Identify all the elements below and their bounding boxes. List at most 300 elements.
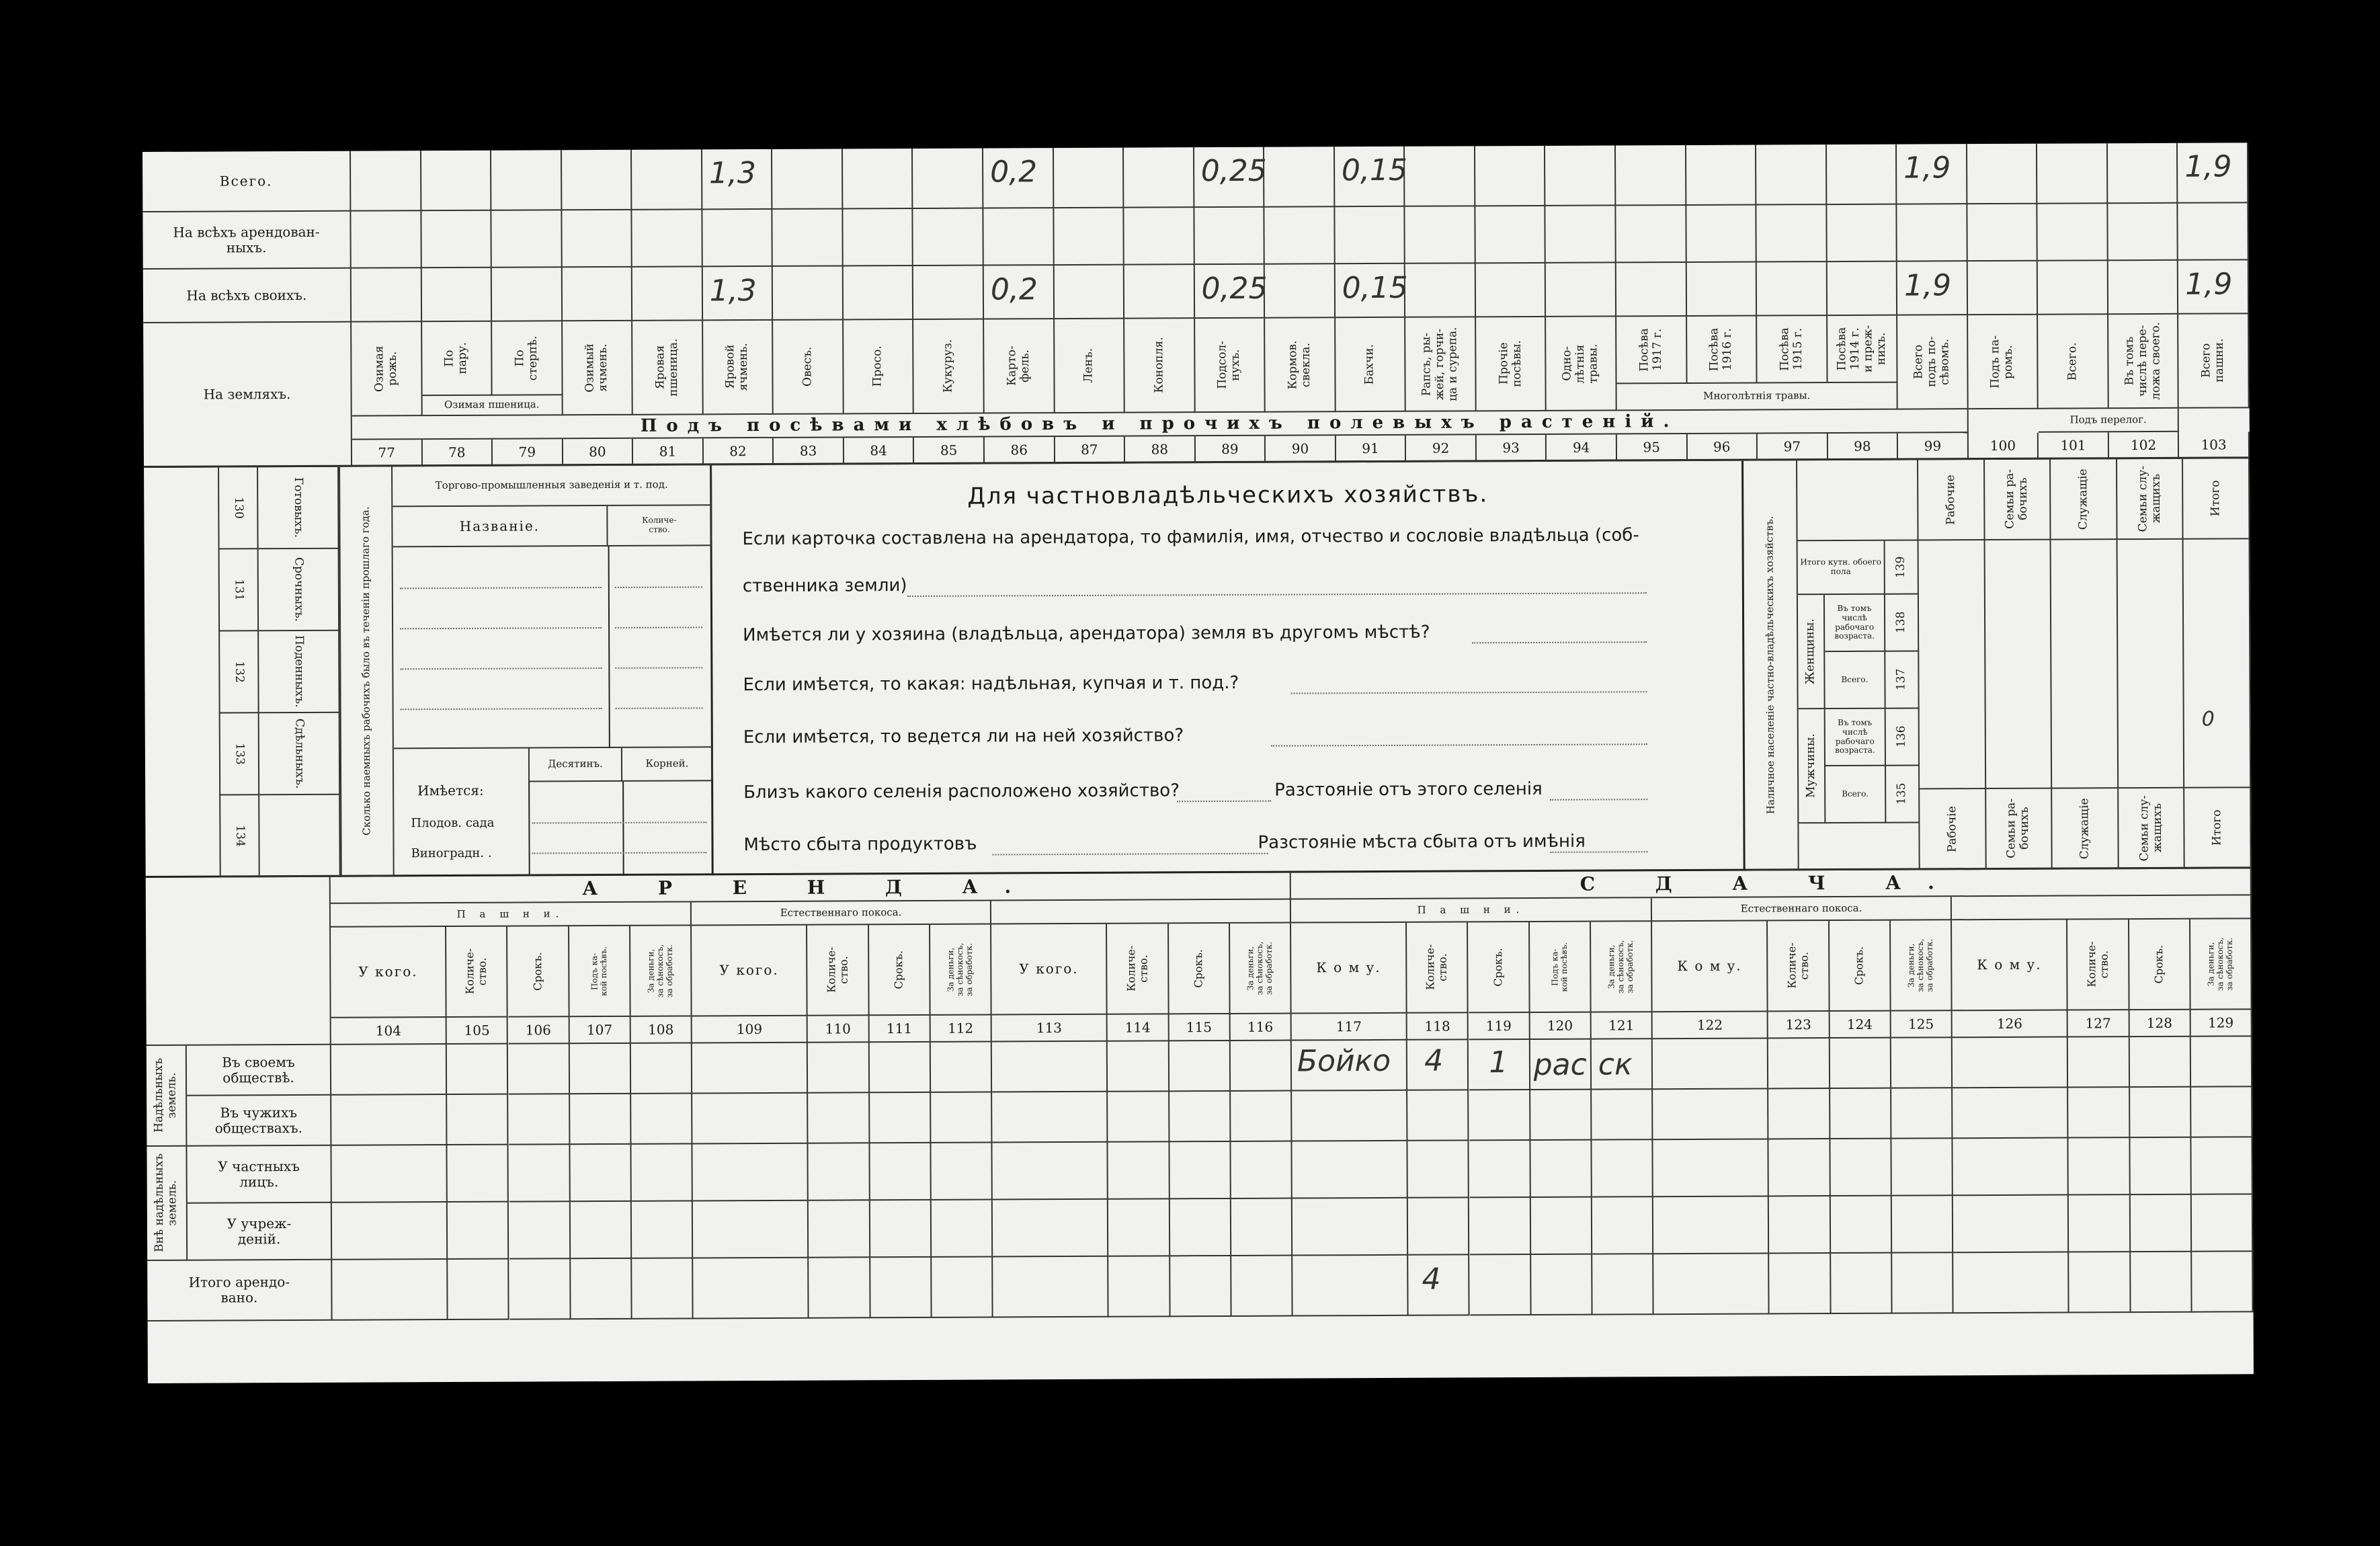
lease-cell-r5-127 (2069, 1252, 2131, 1313)
top-cell-vsego-97 (1756, 145, 1827, 205)
hw-svoih-13: 0,25 (1201, 271, 1268, 307)
lease-col-header-113: У кого. (991, 924, 1108, 1016)
top-cell-vsego-86 (983, 148, 1054, 208)
pop-zhen-vsego: Всего. (1825, 652, 1885, 709)
pop-num-137: 137 (1885, 651, 1919, 708)
top-cell-vsego-81 (632, 149, 702, 210)
ozimaya-pshenica: Озимая пшеница. (422, 395, 563, 416)
lease-col-header-120: Подъ ка- кой посѣвъ. (1530, 922, 1592, 1013)
top-col-label-98: Посѣва 1914 г. и преж- нихъ. (1828, 316, 1898, 383)
hired-workers-title: Сколько наемныхъ рабочихъ было въ теченіи прошлаго года. (339, 466, 395, 877)
top-col-num-97: 97 (1758, 434, 1828, 460)
workers-bottom-3: Семьи слу- жащихъ (2119, 788, 2185, 869)
top-col-num-80: 80 (563, 439, 634, 466)
lease-col-num-118: 118 (1407, 1013, 1469, 1040)
top-cell-vsego-92 (1405, 146, 1475, 206)
lease-col-num-121: 121 (1592, 1012, 1653, 1039)
trade-block (393, 465, 714, 877)
question-2: Имѣется ли у хозяина (владѣльца, арендатора) земля въ другомъ мѣстѣ? (743, 622, 1430, 646)
lease-cell-r3-111 (870, 1143, 932, 1201)
lease-cell-r3-126 (1953, 1139, 2069, 1196)
lease-cell-r3-128 (2130, 1138, 2192, 1195)
lease-col-header-104: У кого. (331, 927, 447, 1018)
pop-footer-blank (1799, 823, 1920, 870)
top-col-num-84: 84 (844, 438, 915, 464)
lease-cell-r1-120 (1530, 1040, 1592, 1090)
lease-cell-r5-112 (932, 1257, 993, 1317)
lease-cell-r2-104 (331, 1095, 448, 1146)
lease-col-num-112: 112 (930, 1015, 991, 1042)
lease-col-header-110: Количе- ство. (807, 925, 869, 1016)
top-cell-vsego-93 (1475, 146, 1546, 206)
top-cell-svoih-95 (1616, 263, 1687, 317)
pop-muzh-label: Мужчины. (1799, 709, 1826, 823)
lease-cell-r2-113 (992, 1092, 1108, 1143)
top-col-num-89: 89 (1196, 436, 1266, 463)
lease-cell-r1-127 (2068, 1037, 2130, 1088)
top-col-label-85: Кукуруз. (914, 320, 985, 414)
lease-cell-r4-115 (1170, 1199, 1231, 1256)
pop-header-blank (1797, 460, 1919, 541)
top-cell-svoih-86 (984, 266, 1055, 319)
lease-cell-r2-125 (1891, 1088, 1953, 1139)
lease-cell-r1-108 (631, 1043, 693, 1094)
lease-cell-r3-104 (331, 1145, 448, 1203)
lease-cell-r3-112 (931, 1143, 993, 1200)
top-cell-arend-100 (1967, 204, 2038, 261)
lease-cell-r4-110 (809, 1201, 870, 1258)
top-cell-vsego-103 (2178, 143, 2248, 203)
hired-label-131: Срочныхъ. (259, 549, 340, 632)
top-col-label-91: Бахчи. (1336, 318, 1406, 412)
top-cell-svoih-91 (1336, 264, 1406, 318)
lease-cell-r3-114 (1108, 1142, 1170, 1199)
top-cell-vsego-77 (351, 151, 421, 211)
lease-cell-r4-106 (509, 1202, 571, 1259)
lease-col-num-122: 122 (1653, 1012, 1768, 1039)
lease-cell-r3-105 (448, 1145, 509, 1203)
workers-body-0 (1919, 540, 1986, 789)
lease-cell-r3-122 (1653, 1139, 1770, 1197)
top-col-label-81: Яровая пшеница. (632, 321, 703, 415)
lease-row-label-1: Въ своемъ обществѣ. (187, 1045, 331, 1096)
top-col-label-95: Посѣва 1917 г. (1616, 317, 1687, 384)
lease-cell-r5-116 (1231, 1256, 1293, 1317)
hw-srok: 1 (1489, 1045, 1508, 1080)
pop-zhen-vtom: Въ томъ числѣ рабочаго возраста. (1825, 595, 1885, 652)
row-label-svoih: На всѣхъ своихъ. (143, 269, 352, 323)
lease-cell-r2-122 (1653, 1089, 1769, 1140)
lease-cell-r4-125 (1892, 1196, 1954, 1253)
lease-cell-r5-120 (1531, 1255, 1593, 1315)
lease-cell-r5-118 (1408, 1255, 1470, 1315)
top-cell-arend-103 (2178, 203, 2249, 260)
lease-col-num-105: 105 (447, 1018, 508, 1045)
top-cell-svoih-94 (1546, 263, 1616, 317)
lease-col-header-108: За деньги, за сѣнокосъ, за обработк. (630, 926, 692, 1016)
lease-col-header-107: Подъ ка- кой посѣвъ. (569, 926, 631, 1017)
top-col-num-82: 82 (704, 438, 774, 465)
pop-num-138: 138 (1885, 594, 1919, 651)
top-col-label-96: Посѣва 1916 г. (1687, 317, 1758, 384)
workers-bottom-2: Служащіе (2052, 788, 2119, 869)
lease-cell-r1-119 (1469, 1040, 1530, 1090)
arenda-blank (991, 900, 1291, 925)
lease-col-num-124: 124 (1830, 1012, 1891, 1039)
workers-body-3 (2117, 540, 2184, 788)
population-grid (1797, 460, 1920, 870)
lease-col-header-111: Срокъ. (869, 925, 931, 1016)
top-cell-svoih-80 (562, 268, 632, 321)
lease-col-header-118: Количе- ство. (1407, 922, 1469, 1013)
sdacha-estestv: Естественнаго покоса. (1652, 897, 1952, 922)
top-col-num-87: 87 (1055, 437, 1125, 464)
top-cell-vsego-83 (772, 149, 843, 209)
top-col-label-78: По пару. (422, 322, 493, 396)
lease-cell-r3-129 (2191, 1137, 2253, 1194)
lease-cell-r2-110 (809, 1093, 870, 1143)
lease-col-num-111: 111 (869, 1016, 930, 1043)
lease-cell-r4-119 (1469, 1198, 1531, 1255)
workers-top-4: Итого (2183, 458, 2250, 539)
hw-itogo: 4 (1422, 1262, 1441, 1297)
top-col-label-100: Подъ па- ромъ. (1968, 315, 2039, 409)
top-cell-arend-81 (632, 210, 703, 267)
hw-za: ск (1598, 1047, 1633, 1082)
top-col-label-102: Въ томъ числѣ пере- ложа своего. (2108, 315, 2179, 409)
lease-col-num-113: 113 (992, 1015, 1108, 1043)
lease-cell-r5-122 (1653, 1254, 1770, 1315)
lease-cell-r3-109 (693, 1144, 809, 1202)
plodov-label: Плодов. сада (411, 815, 495, 831)
mnogolet-travy: Многолѣтнія травы. (1617, 383, 1898, 411)
top-cell-svoih-85 (913, 266, 984, 320)
top-col-num-103: 103 (2179, 432, 2250, 458)
top-cell-svoih-78 (421, 268, 492, 322)
top-cell-vsego-85 (913, 149, 983, 209)
top-cell-svoih-81 (632, 267, 703, 321)
lease-cell-r1-117 (1292, 1041, 1408, 1092)
hired-label-130: Готовыхъ. (258, 467, 339, 550)
lease-col-header-123: Количе- ство. (1768, 921, 1830, 1012)
lease-cell-r3-113 (993, 1143, 1109, 1201)
top-cell-arend-93 (1475, 206, 1546, 263)
lease-col-header-127: Количе- ство. (2067, 920, 2129, 1010)
lease-cell-r2-129 (2191, 1087, 2253, 1137)
top-col-num-85: 85 (914, 438, 985, 464)
top-cell-svoih-93 (1476, 263, 1547, 317)
lease-row-itogo: Итого арендо- вано. (147, 1260, 332, 1321)
top-col-label-89: Подсол- нухъ. (1195, 319, 1266, 413)
lease-cell-r5-113 (993, 1257, 1109, 1318)
top-cell-vsego-102 (2108, 143, 2178, 204)
top-col-label-101: Всего. (2038, 315, 2108, 409)
lease-grid (146, 868, 2254, 1383)
lease-cell-r2-116 (1231, 1092, 1292, 1142)
hw-svoih-10: 0,2 (990, 272, 1038, 307)
lease-col-header-106: Срокъ. (508, 926, 570, 1017)
question-3: Если имѣется, то какая: надѣльная, купчая и т. под.? (743, 672, 1239, 696)
question-6a: Мѣсто сбыта продуктовъ (743, 833, 977, 856)
lease-cell-r1-113 (992, 1042, 1108, 1093)
top-cell-svoih-88 (1124, 265, 1195, 319)
top-col-label-93: Прочіе посѣвы. (1476, 317, 1547, 411)
top-cell-svoih-77 (352, 268, 422, 322)
lease-cell-r4-118 (1408, 1198, 1470, 1255)
hw-right-dot: 0 (2201, 707, 2215, 731)
top-cell-arend-95 (1616, 206, 1686, 263)
hired-label-133: Сдѣльныхъ. (259, 713, 341, 796)
top-col-num-77: 77 (352, 440, 423, 466)
top-cell-arend-92 (1405, 206, 1476, 263)
pop-zhen-label: Женщины. (1798, 595, 1825, 709)
pop-num-135: 135 (1886, 766, 1920, 823)
lease-cell-r1-104 (331, 1045, 448, 1096)
top-cell-vsego-88 (1124, 147, 1194, 208)
lease-col-num-125: 125 (1891, 1011, 1952, 1038)
group-vne: Внѣ надѣльныхъ земель. (147, 1147, 188, 1261)
top-cell-vsego-101 (2037, 143, 2108, 204)
lease-col-num-126: 126 (1953, 1011, 2068, 1039)
workers-top-1: Семьи ра- бочихъ (1985, 460, 2051, 540)
lease-cell-r2-127 (2068, 1088, 2130, 1138)
top-col-num-90: 90 (1266, 436, 1336, 462)
top-cell-arend-85 (913, 209, 984, 266)
lease-cell-r5-107 (571, 1259, 632, 1319)
lease-row-label-2: Въ чужихъ обществахъ. (187, 1096, 331, 1147)
lease-cell-r5-110 (809, 1258, 871, 1318)
trade-name-header: Названіе. (393, 506, 608, 547)
top-section (142, 143, 2250, 468)
lease-cell-r1-116 (1231, 1041, 1292, 1092)
lease-cell-r5-129 (2192, 1252, 2254, 1312)
lease-cell-r3-117 (1292, 1141, 1408, 1199)
workers-bottom-0: Рабочіе (1920, 789, 1986, 870)
lease-cell-r4-112 (932, 1200, 993, 1257)
hw-kolich: 4 (1424, 1043, 1444, 1078)
lease-col-header-128: Срокъ. (2129, 920, 2191, 1010)
lease-cell-r3-110 (809, 1143, 870, 1201)
lease-col-num-106: 106 (508, 1017, 569, 1044)
top-col-label-82: Яровой ячмень. (703, 321, 774, 415)
top-cell-arend-84 (843, 209, 913, 266)
lease-cell-r4-114 (1108, 1199, 1170, 1256)
lease-col-num-123: 123 (1768, 1012, 1830, 1039)
lease-col-header-112: За деньги, за сѣнокосъ, за обработк. (930, 924, 992, 1015)
imeetsya-label: Имѣется: (417, 782, 484, 799)
lease-cell-r4-104 (332, 1203, 448, 1260)
hired-num-134: 134 (219, 795, 260, 877)
lease-col-header-124: Срокъ. (1830, 921, 1891, 1012)
top-cell-arend-87 (1054, 208, 1124, 266)
lease-cell-r4-117 (1292, 1198, 1409, 1256)
lease-cell-r1-121 (1592, 1039, 1653, 1090)
lease-col-num-114: 114 (1108, 1014, 1169, 1041)
top-cell-vsego-94 (1545, 145, 1616, 206)
lease-cell-r4-122 (1653, 1196, 1770, 1254)
sdacha-pashni: П а ш н и. (1291, 898, 1652, 923)
top-columns-grid (351, 143, 2250, 466)
top-cell-arend-90 (1265, 207, 1336, 264)
lease-cell-r4-109 (693, 1201, 809, 1259)
lease-cell-r4-108 (632, 1201, 694, 1258)
hw-komu: Бойко (1297, 1043, 1391, 1079)
lease-cell-r1-111 (869, 1043, 931, 1093)
top-col-label-92: Рапсъ, ры- жей, горчи- ца и сурепа. (1405, 317, 1476, 411)
workers-bottom-1: Семьи ра- бочихъ (1986, 789, 2053, 870)
hw-vsego-13: 0,25 (1200, 153, 1267, 189)
lease-cell-r2-108 (631, 1094, 693, 1144)
lease-cell-r3-121 (1592, 1140, 1653, 1197)
lease-cell-r5-114 (1109, 1256, 1171, 1317)
top-cell-svoih-89 (1194, 265, 1268, 319)
lease-col-header-121: За деньги, за сѣнокосъ, за обработк. (1591, 922, 1653, 1012)
top-col-num-91: 91 (1336, 436, 1407, 462)
lease-cell-r4-128 (2130, 1195, 2192, 1252)
pop-num-139: 139 (1885, 540, 1919, 594)
lease-cell-r2-124 (1830, 1089, 1892, 1139)
lease-col-num-115: 115 (1169, 1014, 1230, 1041)
hired-label-132: Поденныхъ. (259, 631, 340, 714)
lease-cell-r2-115 (1170, 1092, 1231, 1142)
top-cell-svoih-99 (1897, 261, 1968, 315)
top-cell-svoih-92 (1405, 263, 1476, 317)
top-col-num-96: 96 (1687, 434, 1758, 461)
lease-col-header-114: Количе- ство. (1107, 924, 1169, 1014)
top-cell-svoih-83 (773, 266, 844, 320)
lease-cell-r2-121 (1592, 1090, 1653, 1140)
lease-cell-r4-120 (1531, 1198, 1593, 1255)
hired-num-130: 130 (218, 467, 259, 549)
lease-col-num-129: 129 (2190, 1010, 2252, 1036)
lease-cell-r5-119 (1470, 1255, 1532, 1315)
top-cell-arend-91 (1335, 207, 1405, 264)
middle-section (144, 458, 2252, 878)
lease-col-num-116: 116 (1230, 1014, 1291, 1041)
top-col-num-83: 83 (774, 438, 844, 464)
lease-header-blank (146, 877, 331, 1046)
lease-col-header-126: К о м у. (1952, 920, 2068, 1012)
top-cell-arend-80 (562, 210, 632, 268)
lease-row-label-4: У учреж- деній. (188, 1203, 332, 1261)
lease-cell-r4-107 (571, 1202, 632, 1259)
lease-cell-r1-128 (2129, 1037, 2191, 1088)
lease-cell-r2-118 (1407, 1090, 1469, 1141)
top-col-label-103: Всего пашни. (2179, 314, 2250, 408)
top-cell-vsego-90 (1264, 147, 1335, 207)
trade-rows (393, 546, 713, 749)
top-cell-arend-89 (1194, 208, 1265, 265)
top-cell-arend-101 (2038, 204, 2108, 261)
lease-cell-r2-106 (509, 1094, 571, 1145)
lease-cell-r5-104 (332, 1260, 448, 1321)
top-cell-svoih-103 (2178, 260, 2249, 314)
row-label-vsego: Всего. (142, 151, 351, 212)
lease-cell-r5-117 (1292, 1256, 1409, 1317)
top-cell-vsego-79 (491, 150, 562, 210)
top-cell-arend-78 (421, 211, 492, 268)
top-col-label-84: Просо. (844, 320, 914, 414)
arenda-pashni: П а ш н и. (331, 902, 692, 927)
lease-cell-r5-124 (1831, 1254, 1893, 1314)
lease-cell-r3-107 (570, 1145, 632, 1202)
lease-col-num-120: 120 (1530, 1013, 1591, 1040)
sdacha-blank (1952, 895, 2252, 920)
top-cell-arend-94 (1546, 206, 1616, 263)
lease-col-header-116: За деньги, за сѣнокосъ, за обработк. (1230, 924, 1292, 1014)
top-cell-arend-97 (1756, 205, 1827, 262)
top-col-label-79: По стерпѣ. (492, 321, 563, 395)
lease-cell-r4-123 (1769, 1196, 1831, 1254)
top-col-num-81: 81 (633, 438, 704, 465)
hired-num-133: 133 (219, 713, 260, 795)
lease-cell-r3-119 (1469, 1141, 1531, 1198)
top-cell-arend-99 (1897, 204, 1968, 261)
lease-cell-r4-127 (2069, 1195, 2131, 1252)
hired-num-132: 132 (218, 631, 259, 713)
lease-col-num-117: 117 (1292, 1014, 1407, 1041)
lease-col-header-105: Количе- ство. (446, 927, 508, 1018)
arenda-estestv: Естественнаго покоса. (692, 901, 991, 926)
top-col-label-88: Конопля. (1124, 319, 1195, 413)
lease-cell-r3-116 (1231, 1142, 1292, 1199)
lease-cell-r1-109 (692, 1043, 809, 1094)
top-cell-vsego-84 (843, 149, 913, 209)
top-cell-arend-96 (1686, 206, 1757, 263)
question-1a: Если карточка составлена на арендатора, то фамилія, имя, отчество и сословіе владѣльца (соб- (742, 525, 1639, 550)
workers-top-3: Семьи слу- жащихъ (2117, 459, 2184, 540)
lease-cell-r2-119 (1469, 1090, 1531, 1141)
hw-vsego-10: 0,2 (990, 155, 1038, 190)
lease-cell-r1-118 (1407, 1040, 1469, 1090)
lease-col-num-108: 108 (631, 1016, 692, 1043)
lease-cell-r1-115 (1169, 1041, 1231, 1092)
lease-cell-r2-128 (2130, 1088, 2192, 1138)
top-col-num-86: 86 (985, 437, 1055, 464)
banner-row: Подъ посѣвами хлѣбовъ и прочихъ полевыхъ растеній. (352, 409, 1969, 440)
lease-col-num-119: 119 (1469, 1013, 1530, 1040)
hw-vsego-15: 0,15 (1341, 153, 1407, 188)
vinograd-label: Виноградн. . (411, 846, 492, 861)
question-4: Если имѣется, то ведется ли на ней хозяйство? (743, 725, 1184, 748)
top-cell-arend-98 (1827, 205, 1897, 262)
lease-cell-r2-111 (870, 1093, 932, 1143)
trade-title: Торгово-промышленныя заведенія и т. под. (393, 465, 712, 507)
arenda-banner: А Р Е Н Д А. (331, 873, 1291, 904)
top-cell-arend-79 (491, 210, 562, 268)
lease-cell-r2-117 (1292, 1091, 1408, 1142)
top-cell-vsego-78 (421, 151, 492, 211)
lease-cell-r1-122 (1653, 1039, 1769, 1090)
pod-perelog: Подъ перелог. (2039, 409, 2179, 433)
trade-qty-header: Количе- ство. (608, 505, 712, 546)
top-cell-arend-82 (702, 210, 773, 267)
top-cell-vsego-96 (1686, 145, 1757, 206)
top-cell-svoih-87 (1054, 266, 1124, 319)
lease-col-header-125: За деньги, за сѣнокосъ, за обработк. (1891, 920, 1953, 1011)
hired-label-134 (259, 795, 341, 878)
workers-body-1 (1985, 540, 2052, 789)
top-col-num-88: 88 (1125, 436, 1196, 463)
lease-cell-r1-114 (1108, 1041, 1170, 1092)
workers-top-2: Служащіе (2051, 459, 2117, 540)
top-cell-vsego-99 (1897, 144, 1967, 204)
lease-cell-r5-105 (448, 1260, 509, 1320)
pop-num-136: 136 (1886, 708, 1920, 766)
lease-col-num-127: 127 (2068, 1010, 2129, 1037)
row-label-arendovannyh: На всѣхъ арендован- ныхъ. (142, 212, 351, 270)
top-col-num-100: 100 (1969, 433, 2039, 460)
